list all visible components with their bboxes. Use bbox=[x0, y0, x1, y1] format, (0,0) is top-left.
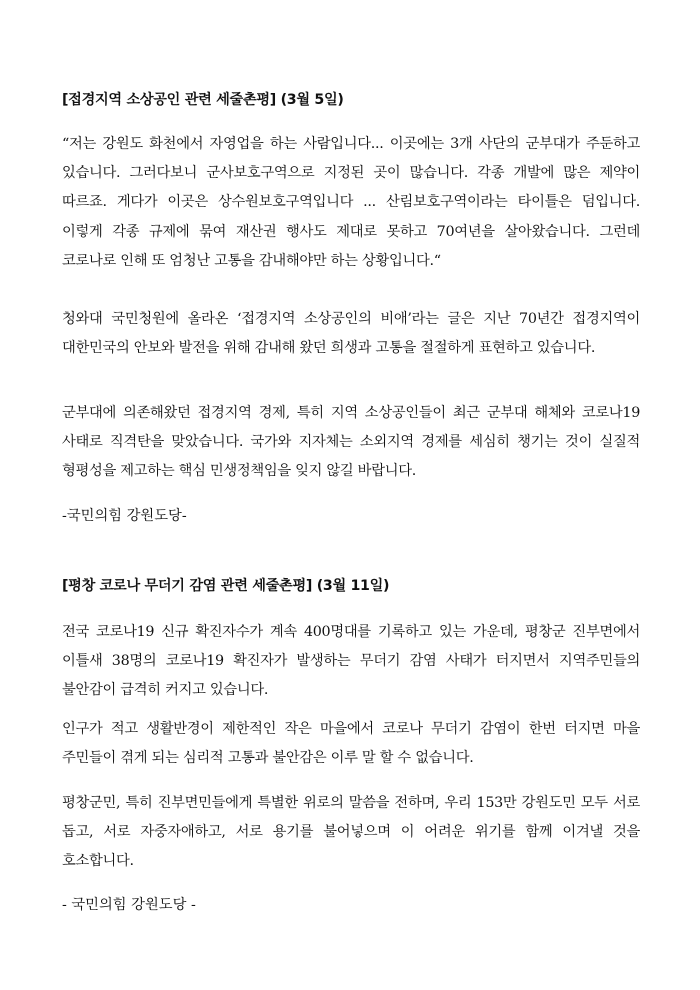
section1-quote: “저는 강원도 화천에서 자영업을 하는 사람입니다... 이곳에는 3개 사단의 군부대가 주둔하고 있습니다. 그러다보니 군사보호구역으로 지정된 곳이 많습니다. 각종 개발에 많은 제약이 따르죠. 게다가 이곳은 상수원보호구역입니다 ... 산림보호구역이라는 타이틀은 덤입니다. 이렇게 각종 규제에 묶여 재산권 행사도 제대로 못하고 70여년을 살아왔습니다. 그런데 코로나로 인해 또 엄청난 고통을 감내해야만 하는 상황입니다.“ bbox=[62, 136, 640, 269]
section2-heading: [평창 코로나 무더기 감염 관련 세줄촌평] (3월 11일) bbox=[62, 578, 390, 594]
section2-paragraph-2: 인구가 적고 생활반경이 제한적인 작은 마을에서 코로나 무더기 감염이 한번 터지면 마을 주민들이 겪게 되는 심리적 고통과 불안감은 이루 말 할 수 없습니다. bbox=[62, 721, 640, 767]
section2-signature: - 국민의힘 강원도당 - bbox=[62, 897, 196, 913]
section1-signature: -국민의힘 강원도당- bbox=[62, 508, 187, 524]
section2-paragraph-1: 전국 코로나19 신규 확진자수가 계속 400명대를 기록하고 있는 가운데, 평창군 진부면에서 이틀새 38명의 코로나19 확진자가 발생하는 무더기 감염 사태가 터지면서 지역주민들의 불안감이 급격히 커지고 있습니다. bbox=[62, 624, 640, 699]
section1-heading: [접경지역 소상공인 관련 세줄촌평] (3월 5일) bbox=[62, 92, 344, 108]
section1-paragraph-2: 군부대에 의존해왔던 접경지역 경제, 특히 지역 소상공인들이 최근 군부대 해체와 코로나19 사태로 직격탄을 맞았습니다. 국가와 지자체는 소외지역 경제를 세심히 챙기는 것이 실질적 형평성을 제고하는 핵심 민생정책임을 잊지 않길 바랍니다. bbox=[62, 405, 640, 480]
section1-paragraph-1: 청와대 국민청원에 올라온 ‘접경지역 소상공인의 비애’라는 글은 지난 70년간 접경지역이 대한민국의 안보와 발전을 위해 감내해 왔던 희생과 고통을 절절하게 표현하고 있습니다. bbox=[62, 311, 640, 357]
section2-paragraph-3: 평창군민, 특히 진부면민들에게 특별한 위로의 말씀을 전하며, 우리 153만 강원도민 모두 서로 돕고, 서로 자중자애하고, 서로 용기를 불어넣으며 이 어려운 위기를 함께 이겨낼 것을 호소합니다. bbox=[62, 795, 640, 870]
